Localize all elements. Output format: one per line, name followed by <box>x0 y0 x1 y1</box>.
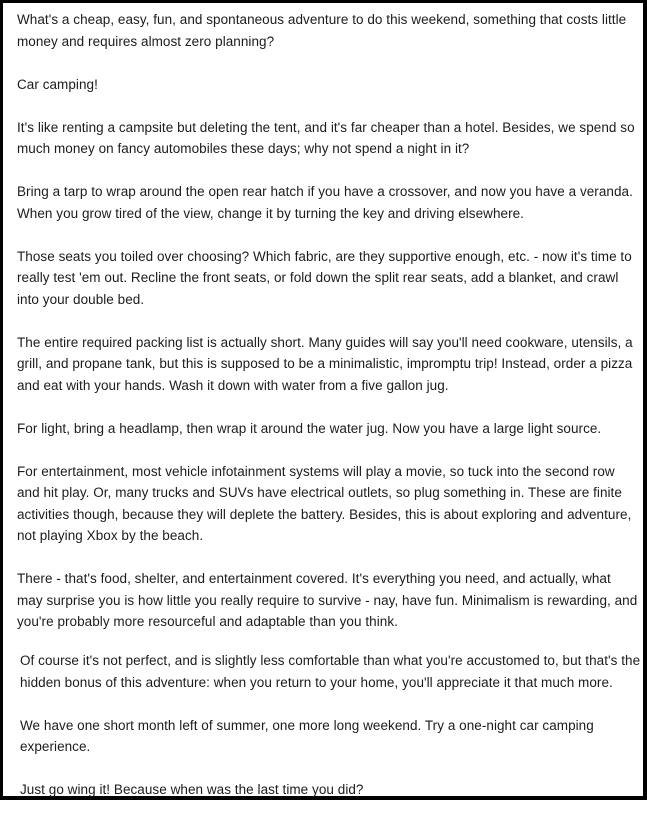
paragraph-car-camping: Car camping! <box>17 76 98 92</box>
paragraph-campsite: It's like renting a campsite but deleting the tent, and it's far cheaper than a hotel. Besides, we spend so much money on fancy automobiles these days; why not spend a night in it? <box>17 119 635 156</box>
paragraph-summer: We have one short month left of summer, one more long weekend. Try a one-night car camping experience. <box>20 717 594 754</box>
paragraph-entertainment: For entertainment, most vehicle infotainment systems will play a movie, so tuck into the second row and hit play. Or, many trucks and SUVs have electrical outlets, so plug something in. These are finite activities though, because they will deplete the battery. Besides, this is about exploring and adventure, not playing Xbox by the beach. <box>17 463 632 543</box>
paragraph-packing-list: The entire required packing list is actually short. Many guides will say you'll need cookware, utensils, a grill, and propane tank, but this is supposed to be a minimalistic, impromptu trip! Instead, order a pizza and eat with your hands. Wash it down with water from a five gallon jug. <box>17 334 633 393</box>
paragraph-light: For light, bring a headlamp, then wrap it around the water jug. Now you have a large light source. <box>17 420 602 436</box>
article-body <box>17 9 639 826</box>
paragraph-wing-it: Just go wing it! Because when was the last time you did? <box>20 782 364 797</box>
paragraph-intro-question: What's a cheap, easy, fun, and spontaneous adventure to do this weekend, something that costs little money and requires almost zero planning? <box>17 12 627 49</box>
paragraph-seats: Those seats you toiled over choosing? Which fabric, are they supportive enough, etc. - now it's time to really test 'em out. Recline the front seats, or fold down the split rear seats, add a blanket, and crawl into your double bed. <box>17 248 632 307</box>
paragraph-not-perfect: Of course it's not perfect, and is slightly less comfortable than what you're accustomed to, but that's the hidden bonus of this adventure: when you return to your home, you'll appreciate it that much more. <box>20 653 641 690</box>
article-continuation <box>20 650 642 801</box>
paragraph-tarp: Bring a tarp to wrap around the open rear hatch if you have a crossover, and now you have a veranda. When you grow tired of the view, change it by turning the key and driving elsewhere. <box>17 184 633 221</box>
paragraph-minimalism: There - that's food, shelter, and entertainment covered. It's everything you need, and actually, what may surprise you is how little you really require to survive - nay, have fun. Minimalism is rewarding, and you're probably more resourceful and adaptable than you think. <box>17 571 638 629</box>
